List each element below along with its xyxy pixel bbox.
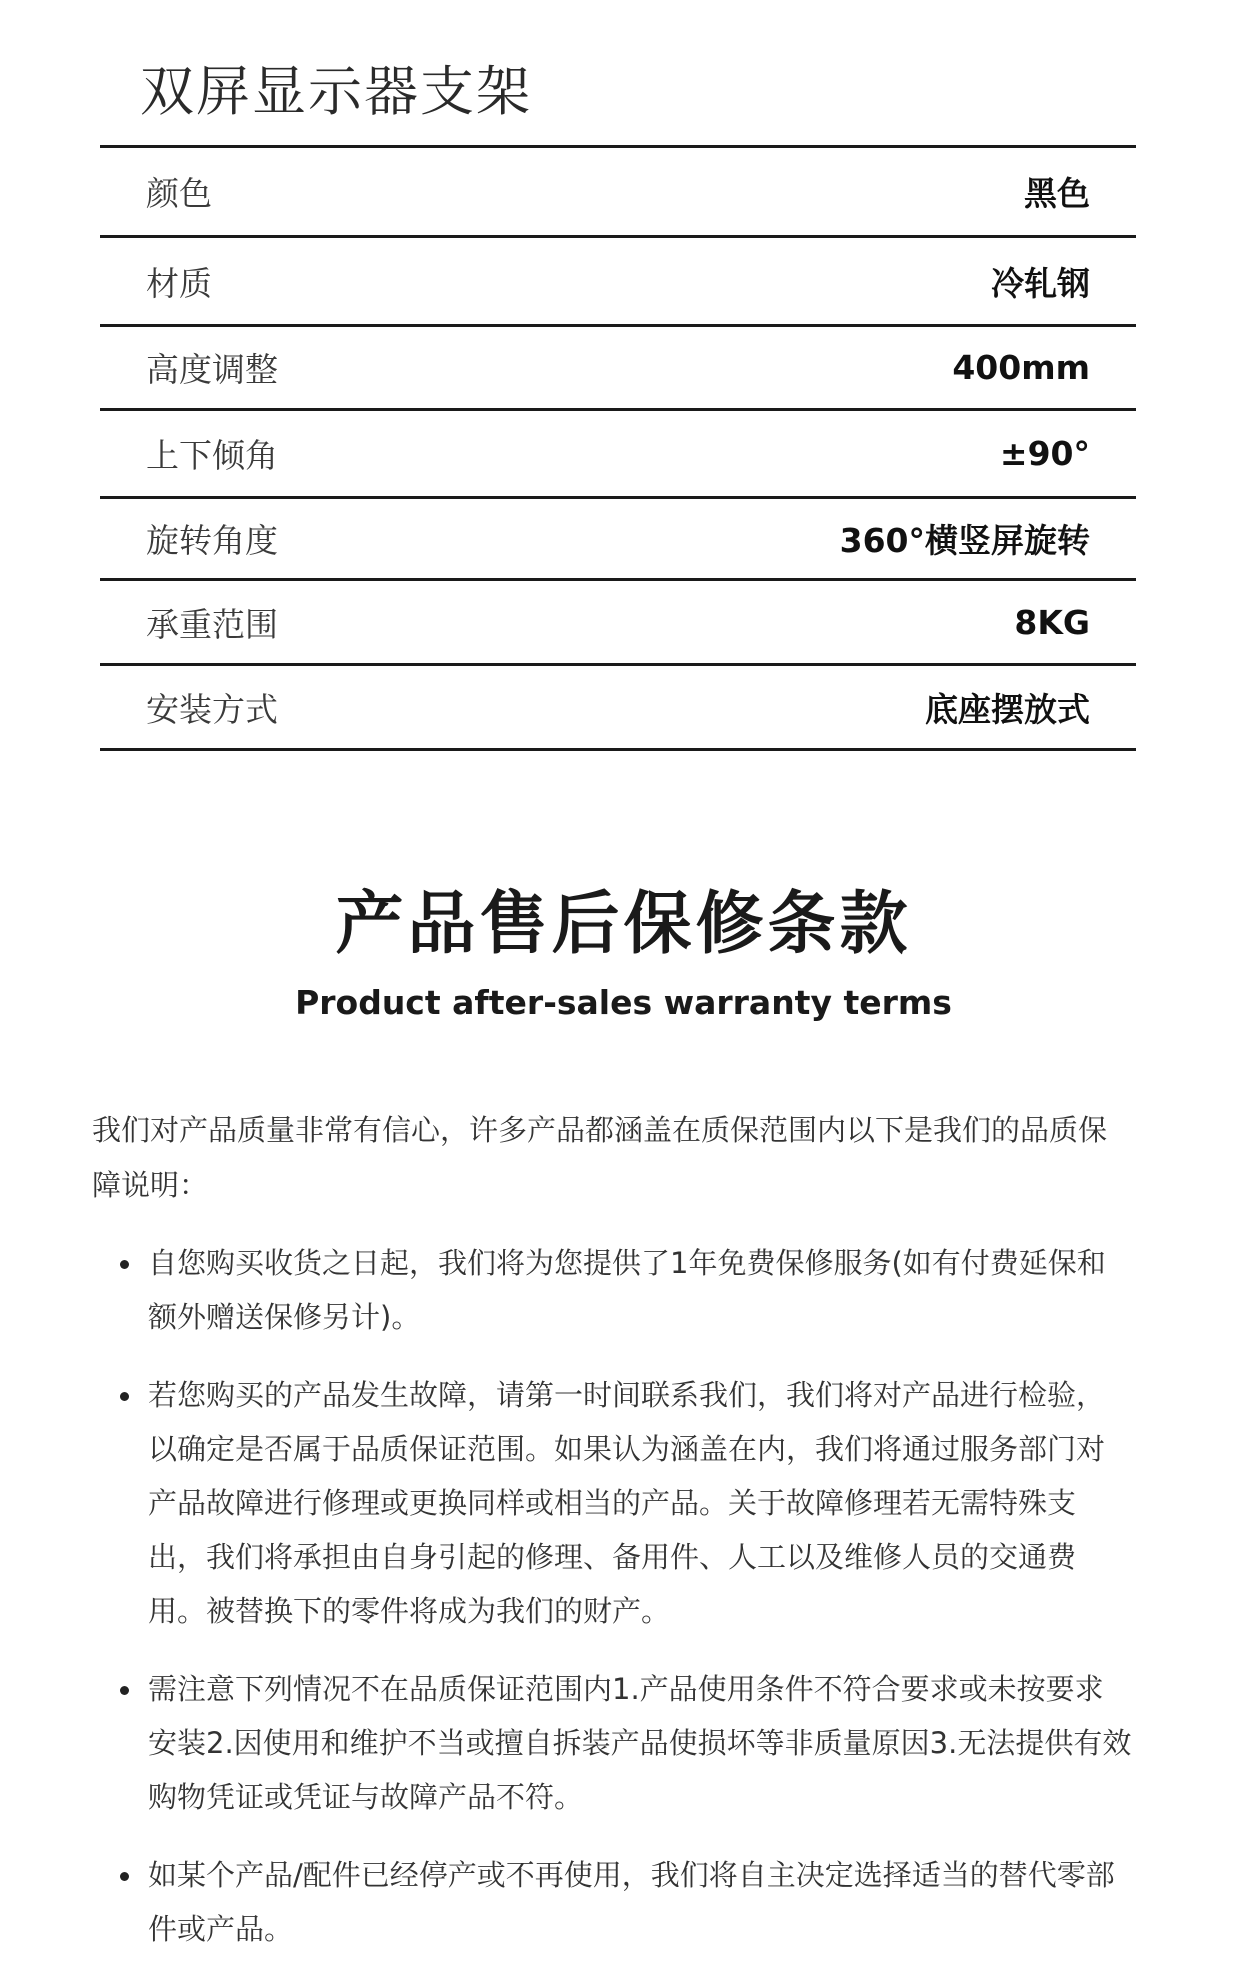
spec-value: 冷轧钢 bbox=[991, 263, 1090, 303]
list-item bbox=[92, 1368, 1132, 1638]
spec-row-load bbox=[100, 578, 1136, 663]
list-item bbox=[92, 1662, 1132, 1824]
spec-table bbox=[100, 145, 1136, 751]
warranty-subtitle: Product after-sales warranty terms bbox=[295, 983, 952, 1022]
spec-label: 高度调整 bbox=[146, 350, 278, 389]
list-item bbox=[92, 1236, 1132, 1344]
list-item-text: 需注意下列情况不在品质保证范围内1.产品使用条件不符合要求或未按要求安装2.因使用和维护不当或擅自拆装产品使损坏等非质量原因3.无法提供有效购物凭证或凭证与故障产品不符。 bbox=[148, 1672, 1132, 1814]
bullet-dot-icon bbox=[120, 1872, 129, 1881]
list-item bbox=[92, 1848, 1132, 1956]
spec-label: 承重范围 bbox=[146, 604, 278, 644]
spec-label: 上下倾角 bbox=[146, 436, 278, 475]
spec-value: ±90° bbox=[999, 434, 1090, 473]
spec-row-mount bbox=[100, 663, 1136, 751]
list-item-text: 自您购买收货之日起，我们将为您提供了1年免费保修服务(如有付费延保和额外赠送保修另计)。 bbox=[148, 1246, 1106, 1334]
bullet-dot-icon bbox=[120, 1686, 129, 1695]
spec-label: 颜色 bbox=[146, 174, 212, 213]
spec-label: 旋转角度 bbox=[146, 521, 278, 560]
spec-title: 双屏显示器支架 bbox=[140, 60, 532, 123]
spec-value: 8KG bbox=[1014, 602, 1090, 642]
list-item-text: 若您购买的产品发生故障，请第一时间联系我们，我们将对产品进行检验，以确定是否属于品质保证范围。如果认为涵盖在内，我们将通过服务部门对产品故障进行修理或更换同样或相当的产品。关于故障修理若无需特殊支出，我们将承担由自身引起的修理、备用件、人工以及维修人员的交通费用。被替换下的零件将成为我们的财产。 bbox=[148, 1378, 1106, 1628]
spec-value: 400mm bbox=[952, 348, 1090, 387]
spec-row-height bbox=[100, 324, 1136, 408]
list-item-text: 如某个产品/配件已经停产或不再使用，我们将自主决定选择适当的替代零部件或产品。 bbox=[148, 1858, 1115, 1946]
warranty-list bbox=[92, 1236, 1132, 1980]
bullet-dot-icon bbox=[120, 1260, 129, 1269]
spec-row-material bbox=[100, 235, 1136, 324]
warranty-title: 产品售后保修条款 bbox=[335, 885, 912, 964]
spec-value: 黑色 bbox=[1024, 174, 1090, 213]
spec-label: 安装方式 bbox=[146, 689, 278, 729]
spec-row-color bbox=[100, 145, 1136, 235]
spec-value: 底座摆放式 bbox=[925, 689, 1090, 729]
spec-row-tilt bbox=[100, 408, 1136, 496]
warranty-intro: 我们对产品质量非常有信心，许多产品都涵盖在质保范围内以下是我们的品质保障说明： bbox=[92, 1113, 1108, 1202]
spec-label: 材质 bbox=[146, 263, 212, 303]
bullet-dot-icon bbox=[120, 1392, 129, 1401]
spec-value: 360°横竖屏旋转 bbox=[839, 521, 1090, 560]
spec-row-rotation bbox=[100, 496, 1136, 578]
